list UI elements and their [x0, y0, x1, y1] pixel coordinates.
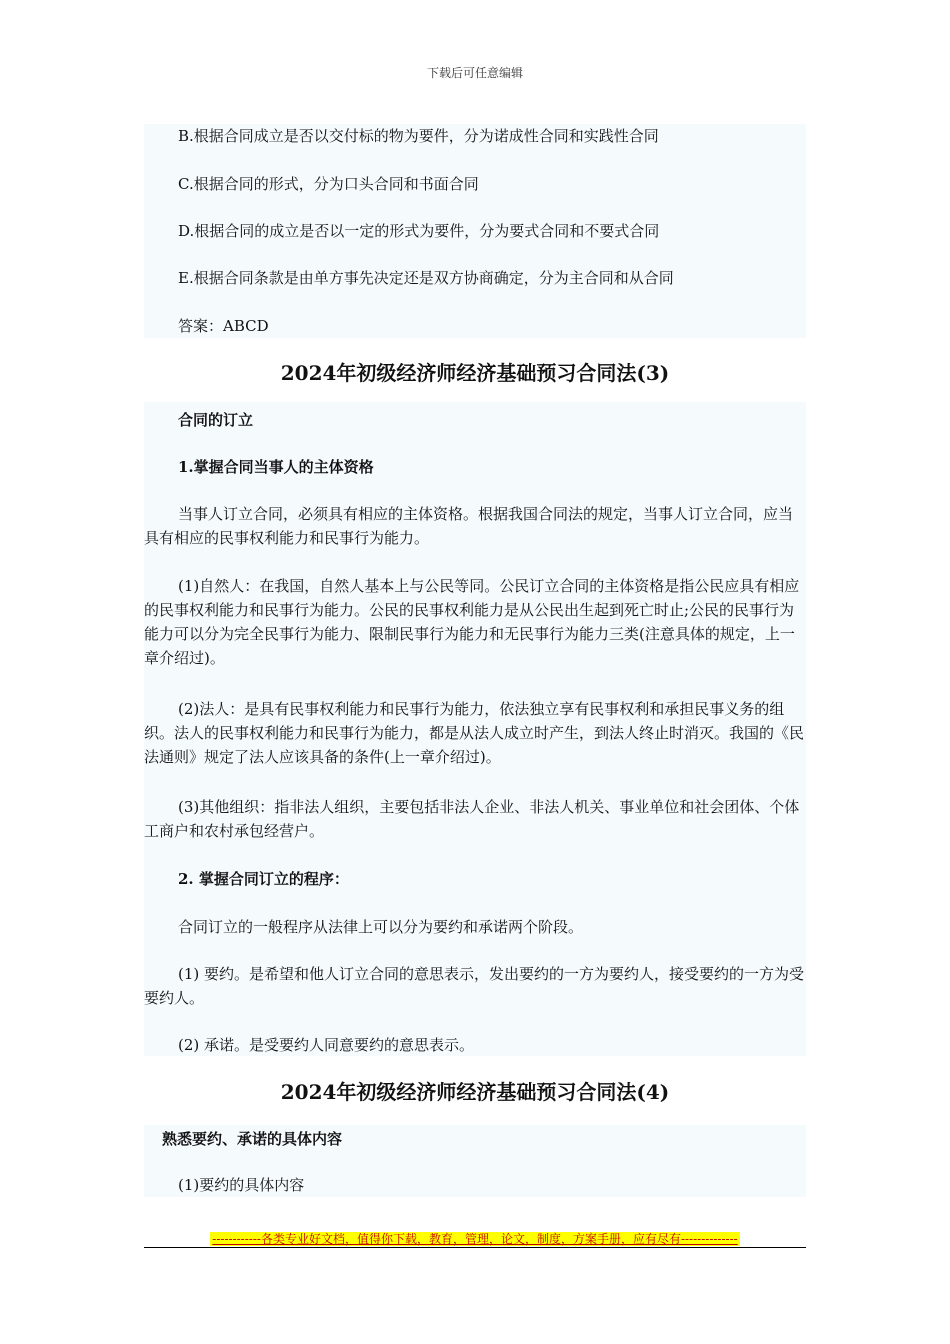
- paragraph-7: (2) 承诺。是受要约人同意要约的意思表示。: [178, 1036, 475, 1054]
- paragraph-5: 合同订立的一般程序从法律上可以分为要约和承诺两个阶段。: [178, 918, 584, 936]
- paragraph-4: (3)其他组织：指非法人组织，主要包括非法人企业、非法人机关、事业单位和社会团体、个体工商户和农村承包经营户。: [144, 798, 800, 840]
- section-3-block: [144, 402, 806, 1056]
- option-d: D.根据合同的成立是否以一定的形式为要件，分为要式合同和不要式合同: [178, 222, 660, 240]
- answer: 答案：ABCD: [178, 317, 269, 335]
- page-header: 下载后可任意编辑: [426, 66, 523, 80]
- footer-divider: [144, 1247, 806, 1248]
- page-footer: [0, 1228, 950, 1247]
- section-title-4: 2024年初级经济师经济基础预习合同法(4): [280, 1080, 670, 1104]
- section-title-3: 2024年初级经济师经济基础预习合同法(3): [280, 361, 670, 385]
- section-4-heading: 熟悉要约、承诺的具体内容: [162, 1130, 343, 1148]
- option-e: E.根据合同条款是由单方事先决定还是双方协商确定，分为主合同和从合同: [178, 269, 674, 287]
- section-4-block: [144, 1125, 806, 1197]
- paragraph-1: 当事人订立合同，必须具有相应的主体资格。根据我国合同法的规定，当事人订立合同，应当具有相应的民事权利能力和民事行为能力。: [144, 505, 794, 547]
- paragraph-2: (1)自然人：在我国，自然人基本上与公民等同。公民订立合同的主体资格是指公民应具有相应的民事权利能力和民事行为能力。公民的民事权利能力是从公民出生起到死亡时止;公民的民事行为能力可以分为完全民事行为能力、限制民事行为能力和无民事行为能力三类(注意具体的规定，上一章介绍过)。: [144, 577, 800, 667]
- option-b: B.根据合同成立是否以交付标的物为要件，分为诺成性合同和实践性合同: [178, 127, 659, 145]
- options-block: [144, 124, 806, 338]
- paragraph-6: (1) 要约。是希望和他人订立合同的意思表示，发出要约的一方为要约人，接受要约的一方为受要约人。: [144, 965, 805, 1007]
- paragraph-3: (2)法人：是具有民事权利能力和民事行为能力，依法独立享有民事权利和承担民事义务的组织。法人的民事权利能力和民事行为能力，都是从法人成立时产生，到法人终止时消灭。我国的《民法通则》规定了法人应该具备的条件(上一章介绍过)。: [144, 700, 805, 766]
- footer-banner: ------------各类专业好文档，值得你下载，教育，管理，论文，制度，方案手册，应有尽有--------------: [212, 1232, 738, 1246]
- section-3-heading: 合同的订立: [178, 411, 254, 429]
- section-4-paragraph-1: (1)要约的具体内容: [178, 1176, 305, 1194]
- subheading-2: 2. 掌握合同订立的程序：: [178, 870, 349, 888]
- option-c: C.根据合同的形式，分为口头合同和书面合同: [178, 175, 479, 193]
- subheading-1: 1.掌握合同当事人的主体资格: [178, 458, 374, 476]
